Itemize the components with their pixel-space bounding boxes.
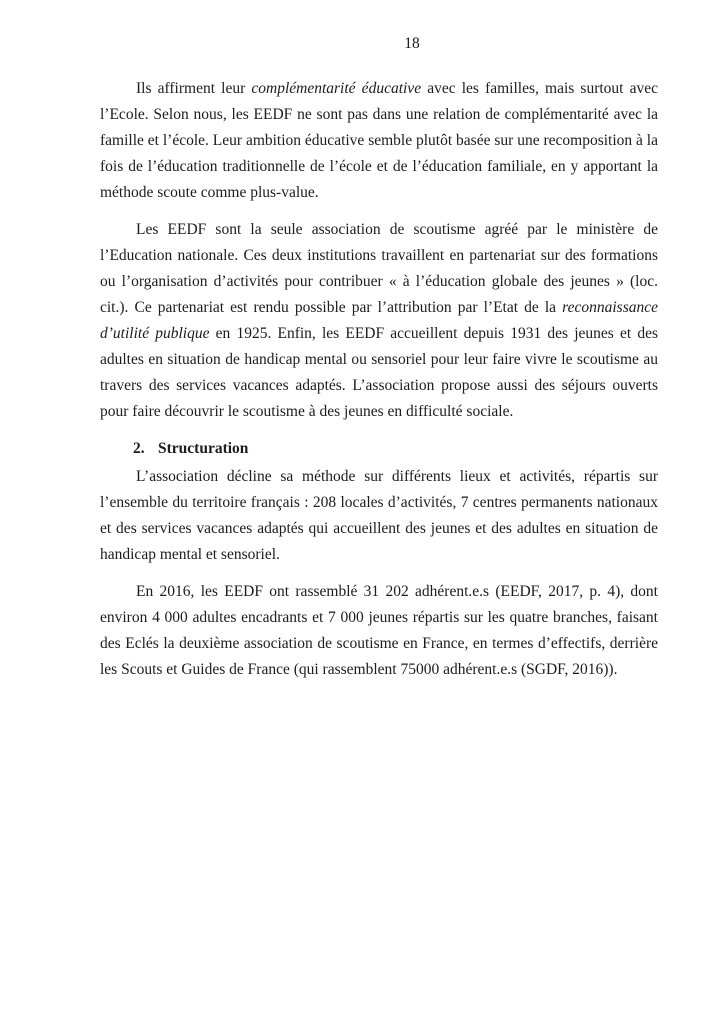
section-title: Structuration (158, 440, 249, 457)
paragraph: En 2016, les EEDF ont rassemblé 31 202 adhérent.e.s (EEDF, 2017, p. 4), dont environ 4 000 adultes encadrants et 7 000 jeunes répartis sur les quatre branches, faisant des Eclés la deuxième association de scoutisme en France, en termes d’effectifs, derrière les Scouts et Guides de France (qui rassemblent 75000 adhérent.e.s (SGDF, 2016)). (100, 583, 658, 678)
section-number: 2. (133, 440, 145, 457)
page-number: 18 (404, 35, 420, 52)
paragraph: L’association décline sa méthode sur différents lieux et activités, répartis sur l’ensemble du territoire français : 208 locales d’activités, 7 centres permanents nationaux et des services vacances adaptés qui accueillent des jeunes et des adultes en situation de handicap mental et sensoriel. (100, 468, 658, 563)
paragraph: Les EEDF sont la seule association de scoutisme agréé par le ministère de l’Education nationale. Ces deux institutions travaillent en partenariat sur des formations ou l’organisation d’activités pour contribuer « à l’éducation globale des jeunes » (loc. cit.). Ce partenariat est rendu possible par l’attribution par l’Etat de la reconnaissance d’utilité publique en 1925. Enfin, les EEDF accueillent depuis 1931 des jeunes et des adultes en situation de handicap mental ou sensoriel pour leur faire vivre le scoutisme au travers des services vacances adaptés. L’association propose aussi des séjours ouverts pour faire découvrir le scoutisme à des jeunes en difficulté sociale. (100, 221, 658, 420)
paragraph: Ils affirment leur complémentarité éducative avec les familles, mais surtout avec l’Ecole. Selon nous, les EEDF ne sont pas dans une relation de complémentarité avec la famille et l’école. Leur ambition éducative semble plutôt basée sur une recomposition à la fois de l’éducation traditionnelle de l’école et de l’éducation familiale, en y apportant la méthode scoute comme plus-value. (100, 80, 659, 201)
section-heading (133, 436, 658, 462)
page-body (100, 76, 658, 683)
